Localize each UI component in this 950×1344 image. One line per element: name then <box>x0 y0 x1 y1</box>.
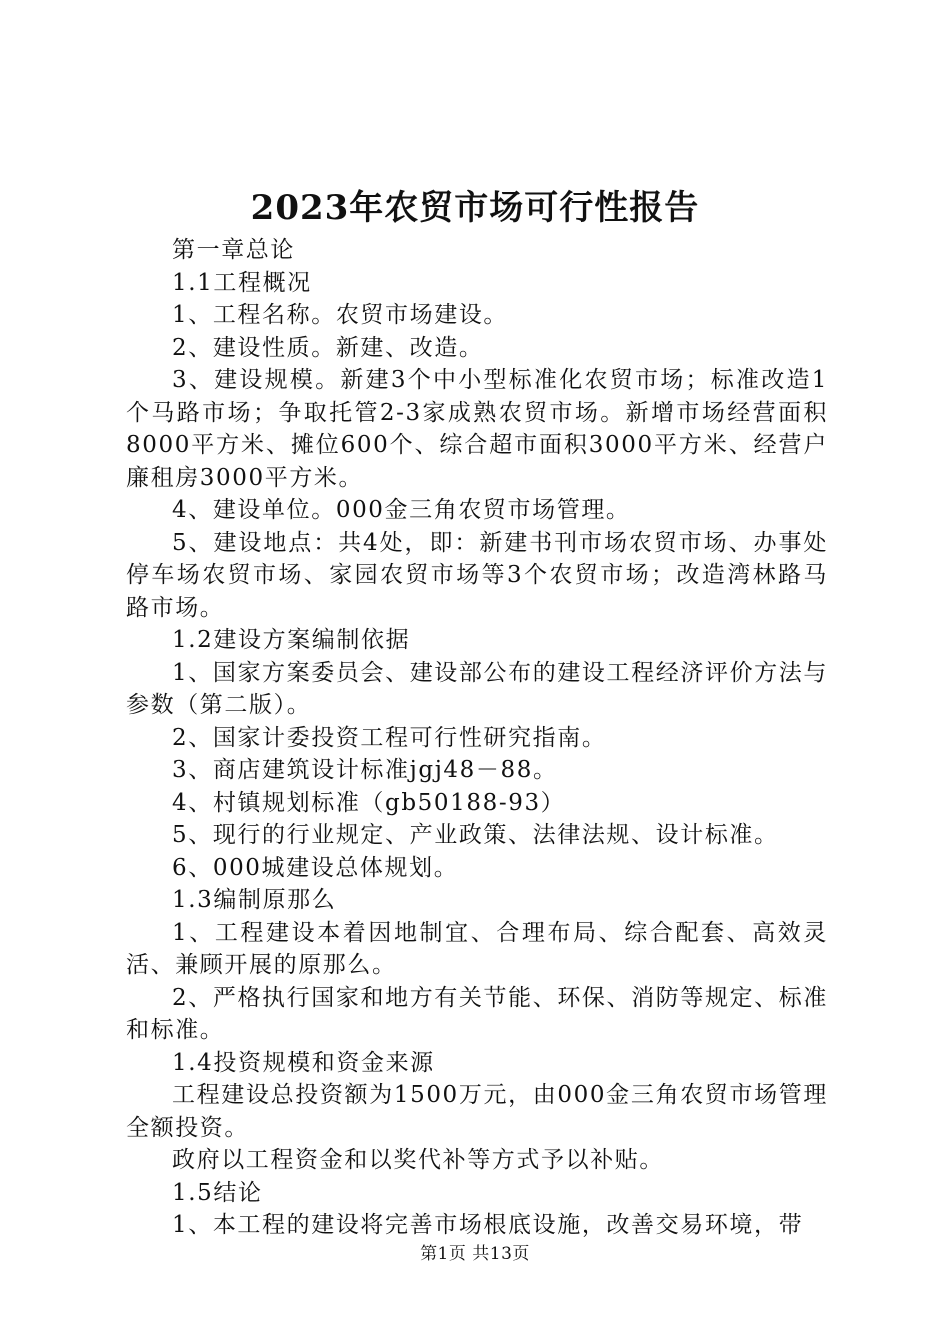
paragraph-chapter-heading: 第一章总论 <box>172 237 295 263</box>
paragraph-section-1-2: 1.2建设方案编制依据 <box>172 627 411 653</box>
paragraph-basis-2: 2、国家计委投资工程可行性研究指南。 <box>172 724 607 751</box>
paragraph-basis-4: 4、村镇规划标准（gb50188-93） <box>172 789 566 816</box>
document-title: 2023年农贸市场可行性报告 <box>250 188 700 228</box>
paragraph-principle-1: 1、工程建设本着因地制宜、合理布局、综合配套、高效灵活、兼顾开展的原那么。 <box>126 919 828 978</box>
paragraph-subsidy: 政府以工程资金和以奖代补等方式予以补贴。 <box>172 1147 664 1173</box>
paragraph-basis-1: 1、国家方案委员会、建设部公布的建设工程经济评价方法与参数（第二版）。 <box>126 659 828 718</box>
paragraph-section-1-5: 1.5结论 <box>172 1179 263 1206</box>
document-body <box>126 234 828 1242</box>
paragraph-project-unit: 4、建设单位。000金三角农贸市场管理。 <box>172 497 631 523</box>
paragraph-conclusion-1: 1、本工程的建设将完善市场根底设施，改善交易环境，带 <box>172 1212 804 1238</box>
paragraph-basis-6: 6、000城建设总体规划。 <box>172 854 459 881</box>
paragraph-basis-3: 3、商店建筑设计标准jgj48－88。 <box>172 757 558 783</box>
paragraph-basis-5: 5、现行的行业规定、产业政策、法律法规、设计标准。 <box>172 822 779 848</box>
paragraph-section-1-3: 1.3编制原那么 <box>172 887 337 913</box>
paragraph-project-scale: 3、建设规模。新建3个中小型标准化农贸市场；标准改造1个马路市场；争取托管2-3家成熟农贸市场。新增市场经营面积8000平方米、摊位600个、综合超市面积3000平方米、经营户廉租房3000平方米。 <box>126 367 828 491</box>
paragraph-project-name: 1、工程名称。农贸市场建设。 <box>172 302 509 328</box>
paragraph-project-location: 5、建设地点：共4处，即：新建书刊市场农贸市场、办事处停车场农贸市场、家园农贸市场等3个农贸市场；改造湾林路马路市场。 <box>126 529 828 621</box>
paragraph-section-1-1: 1.1工程概况 <box>172 269 312 296</box>
paragraph-project-nature: 2、建设性质。新建、改造。 <box>172 334 484 361</box>
paragraph-principle-2: 2、严格执行国家和地方有关节能、环保、消防等规定、标准和标准。 <box>126 984 828 1043</box>
paragraph-section-1-4: 1.4投资规模和资金来源 <box>172 1049 435 1076</box>
paragraph-investment: 工程建设总投资额为1500万元，由000金三角农贸市场管理全额投资。 <box>126 1082 828 1141</box>
page-number-footer: 第1页 共13页 <box>420 1244 530 1264</box>
